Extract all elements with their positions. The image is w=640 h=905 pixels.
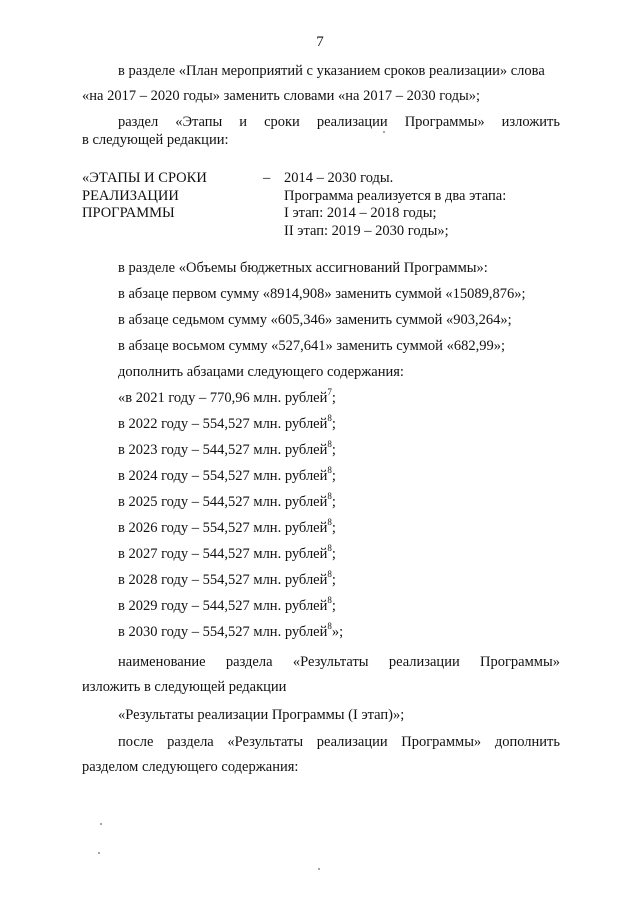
year-line: в 2023 году – 544,527 млн. рублей$^8$;	[118, 439, 336, 458]
year-line: в 2026 году – 554,527 млн. рублей$^8$;	[118, 517, 336, 536]
word: сроки	[264, 114, 300, 130]
stages-content-line: 2014 – 2030 годы.	[284, 170, 394, 186]
word: Программы»	[480, 654, 560, 670]
stages-content-line: II этап: 2019 – 2030 годы»;	[284, 222, 449, 239]
scan-speck	[100, 823, 102, 825]
budget-add: дополнить абзацами следующего содержания:	[118, 364, 404, 380]
word: реализации	[316, 114, 388, 130]
stages-content-line: I этап: 2014 – 2018 годы;	[284, 205, 437, 221]
year-line: в 2028 году – 554,527 млн. рублей$^8$;	[118, 569, 336, 588]
word: после	[118, 734, 154, 750]
stages-content-line: Программа реализуется в два этапа:	[284, 187, 507, 204]
word: Программы»	[404, 114, 485, 130]
year-line: в 2024 году – 554,527 млн. рублей$^8$;	[118, 465, 336, 484]
year-line: в 2029 году – 544,527 млн. рублей$^8$;	[118, 595, 336, 614]
scan-speck	[98, 852, 100, 854]
budget-para-8: в абзаце восьмом сумму «527,641» заменить суммой «682,99»;	[118, 338, 505, 354]
stages-title	[82, 170, 207, 223]
word: Программы»	[401, 734, 482, 750]
stages-title-line: РЕАЛИЗАЦИИ	[82, 187, 179, 204]
year-line: «в 2021 году – 770,96 млн. рублей$^7$;	[118, 387, 336, 406]
results-line-5: разделом следующего содержания:	[82, 759, 299, 775]
word: реализации	[316, 734, 388, 750]
word: изложить	[501, 114, 560, 130]
results-line-1	[118, 653, 560, 671]
scan-speck	[383, 131, 385, 133]
intro-line-3	[118, 113, 560, 131]
results-line-3: «Результаты реализации Программы (I этап)»;	[118, 707, 405, 723]
intro-line-1: в разделе «План мероприятий с указанием сроков реализации» слова	[118, 63, 545, 79]
word: дополнить	[494, 734, 560, 750]
word: раздела	[225, 654, 273, 670]
budget-para-7: в абзаце седьмом сумму «605,346» заменить суммой «903,264»;	[118, 312, 512, 328]
intro-line-4: в следующей редакции:	[82, 132, 229, 148]
year-line: в 2027 году – 544,527 млн. рублей$^8$;	[118, 543, 336, 562]
word: раздел	[118, 114, 159, 130]
word: раздела	[167, 734, 214, 750]
word: наименование	[118, 654, 206, 670]
word: «Этапы	[175, 114, 223, 130]
stages-dash: –	[263, 170, 271, 186]
stages-content	[284, 170, 506, 240]
word: реализации	[388, 654, 460, 670]
word: и	[239, 114, 248, 130]
budget-heading: в разделе «Объемы бюджетных ассигнований Программы»:	[118, 260, 488, 276]
results-line-4	[118, 733, 560, 751]
intro-line-2: «на 2017 – 2020 годы» заменить словами «на 2017 – 2030 годы»;	[82, 88, 481, 104]
stages-title-line: ПРОГРАММЫ	[82, 205, 175, 221]
year-line: в 2025 году – 544,527 млн. рублей$^8$;	[118, 491, 336, 510]
word: «Результаты	[227, 734, 304, 750]
budget-para-1: в абзаце первом сумму «8914,908» заменить суммой «15089,876»;	[118, 286, 526, 302]
year-line: в 2030 году – 554,527 млн. рублей$^8$»;	[118, 621, 344, 640]
stages-title-line: «ЭТАПЫ И СРОКИ	[82, 170, 207, 186]
year-line: в 2022 году – 554,527 млн. рублей$^8$;	[118, 413, 336, 432]
scan-speck	[318, 868, 320, 870]
word: «Результаты	[292, 654, 369, 670]
results-line-2: изложить в следующей редакции	[82, 679, 287, 695]
page-number: 7	[316, 34, 324, 50]
